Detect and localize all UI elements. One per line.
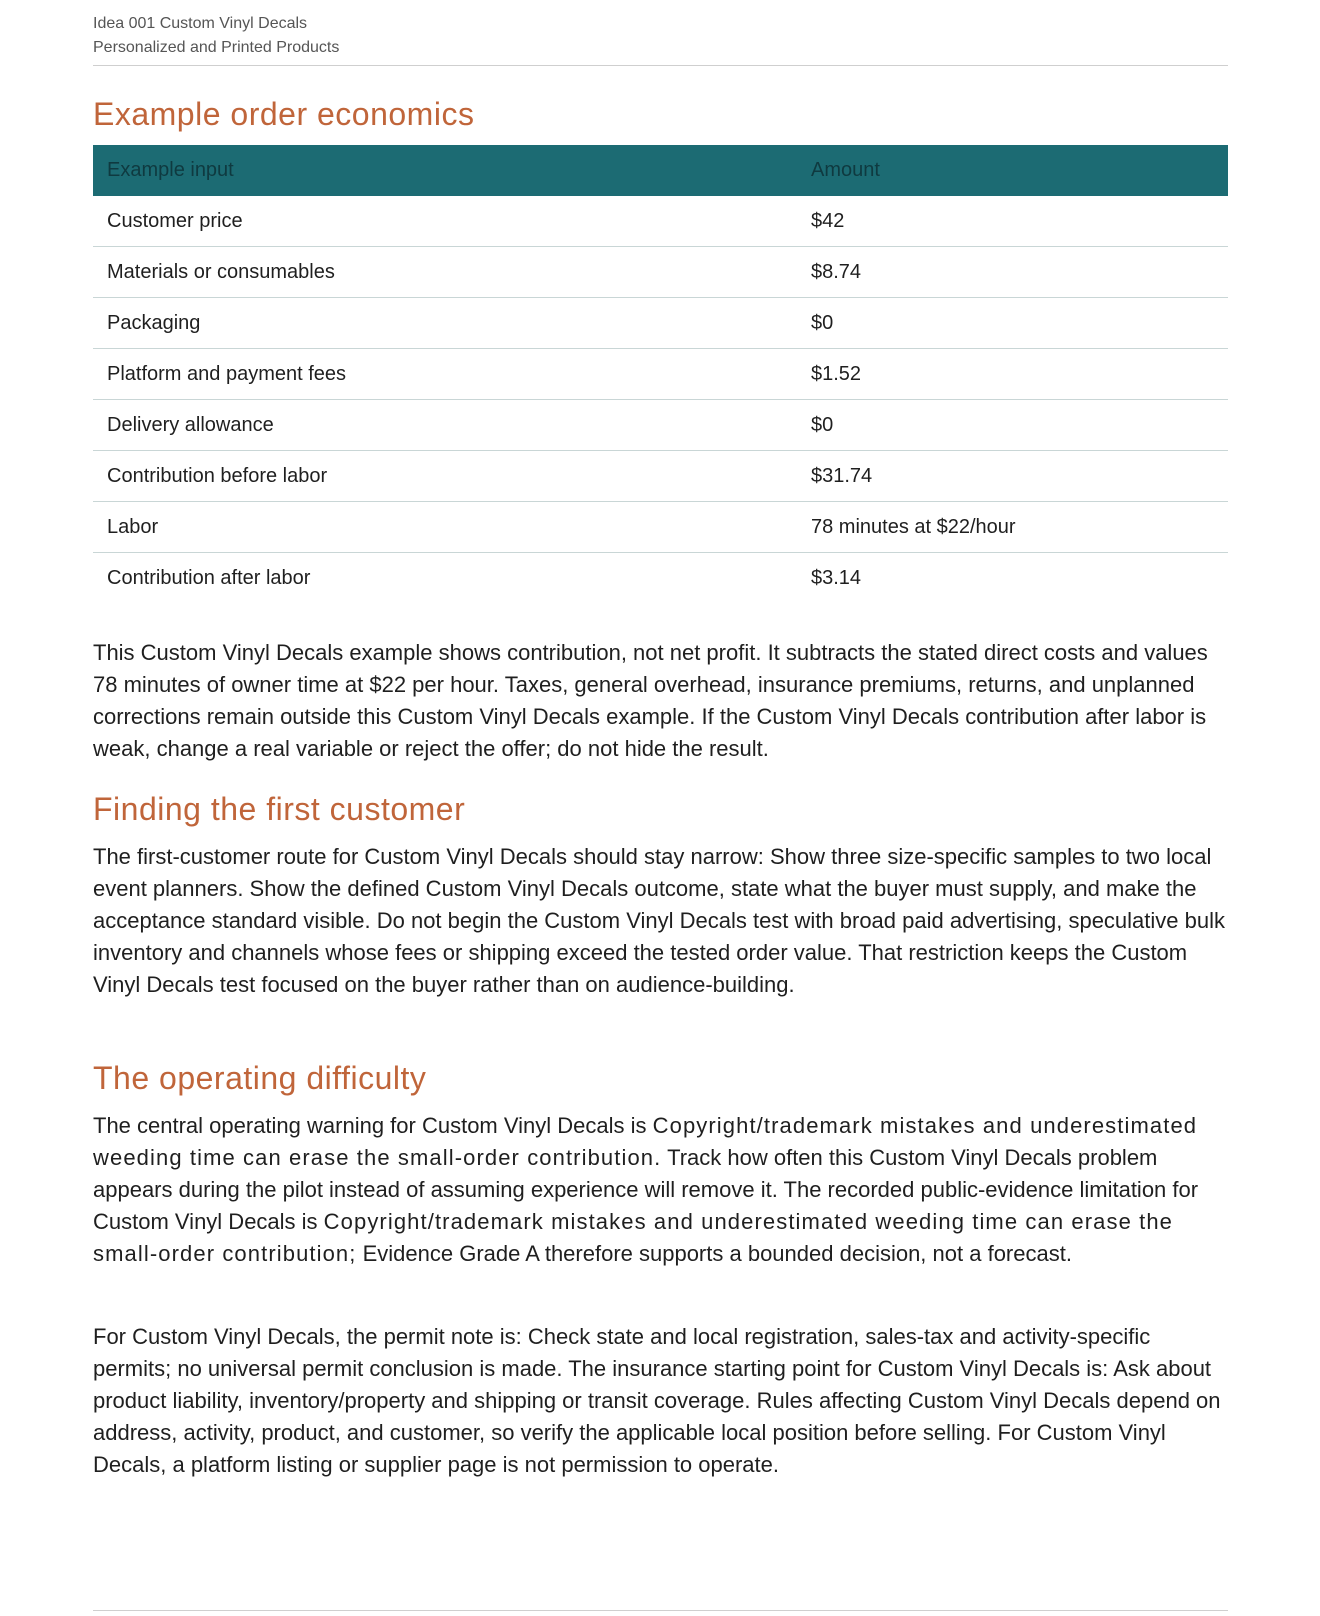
- table-row: [93, 349, 1228, 400]
- row-label: Contribution before labor: [93, 451, 797, 502]
- column-header-amount: Amount: [797, 145, 1228, 196]
- row-amount: 78 minutes at $22/hour: [797, 502, 1228, 553]
- table-row: [93, 502, 1228, 553]
- row-label: Platform and payment fees: [93, 349, 797, 400]
- header-divider: [93, 65, 1228, 66]
- table-row: [93, 400, 1228, 451]
- running-header-title: Idea 001 Custom Vinyl Decals: [93, 15, 308, 32]
- operating-text: Evidence Grade A therefore supports a bounded decision, not a forecast.: [356, 1241, 1072, 1266]
- row-amount: $0: [797, 400, 1228, 451]
- evidence-limitation-quote: Copyright/trademark mistakes and underestimated weeding time can erase the small-order contribution;: [93, 1209, 1174, 1266]
- row-label: Packaging: [93, 298, 797, 349]
- section-heading-first-customer: Finding the first customer: [93, 791, 466, 827]
- column-header-input: Example input: [93, 145, 797, 196]
- operating-paragraph: [93, 1110, 1228, 1270]
- document-page: [93, 0, 1228, 1477]
- table-row: [93, 196, 1228, 247]
- table-row: [93, 553, 1228, 604]
- row-label: Labor: [93, 502, 797, 553]
- operating-text: Track how often this Custom Vinyl Decals problem appears during the pilot instead of assuming experience will remove it. The recorded public-evidence limitation for Custom Vinyl Decals is: [93, 1145, 1199, 1234]
- table-row: [93, 451, 1228, 502]
- operating-warning-quote: Copyright/trademark mistakes and underestimated weeding time can erase the small-order contribution.: [93, 1113, 1198, 1170]
- footer-divider: [93, 1610, 1228, 1611]
- row-amount: $42: [797, 196, 1228, 247]
- row-amount: $1.52: [797, 349, 1228, 400]
- table-header-row: [93, 145, 1228, 196]
- row-label: Delivery allowance: [93, 400, 797, 451]
- running-header-subtitle: Personalized and Printed Products: [93, 39, 340, 56]
- permit-paragraph: For Custom Vinyl Decals, the permit note is: Check state and local registration, sales-tax and activity-specific permits; no universal permit conclusion is made. The insurance starting point for Custom Vinyl Decals is: Ask about product liability, inventory/property and shipping or transit coverage. Rules affecting Custom Vinyl Decals depend on address, activity, product, and customer, so verify the applicable local position before selling. For Custom Vinyl Decals, a platform listing or supplier page is not permission to operate.: [93, 1324, 1221, 1477]
- table-row: [93, 298, 1228, 349]
- section-heading-operating-difficulty: The operating difficulty: [93, 1060, 427, 1096]
- row-amount: $31.74: [797, 451, 1228, 502]
- row-label: Customer price: [93, 196, 797, 247]
- row-label: Contribution after labor: [107, 566, 311, 589]
- row-amount: $0: [797, 298, 1228, 349]
- row-label: Materials or consumables: [93, 247, 797, 298]
- row-amount: $8.74: [797, 247, 1228, 298]
- section-heading-economics: Example order economics: [93, 96, 475, 132]
- row-amount: $3.14: [811, 566, 862, 589]
- economics-table: [93, 145, 1228, 603]
- operating-text: The central operating warning for Custom Vinyl Decals is: [93, 1113, 653, 1138]
- first-customer-paragraph: The first-customer route for Custom Vinyl Decals should stay narrow: Show three size-specific samples to two local event planners. Show the defined Custom Vinyl Decals outcome, state what the buyer must supply, and make the acceptance standard visible. Do not begin the Custom Vinyl Decals test with broad paid advertising, speculative bulk inventory and channels whose fees or shipping exceed the tested order value. That restriction keeps the Custom Vinyl Decals test focused on the buyer rather than on audience-building.: [93, 844, 1226, 997]
- table-row: [93, 247, 1228, 298]
- running-header: [93, 0, 1228, 60]
- economics-paragraph: This Custom Vinyl Decals example shows contribution, not net profit. It subtracts the stated direct costs and values 78 minutes of owner time at $22 per hour. Taxes, general overhead, insurance premiums, returns, and unplanned corrections remain outside this Custom Vinyl Decals example. If the Custom Vinyl Decals contribution after labor is weak, change a real variable or reject the offer; do not hide the result.: [93, 640, 1208, 761]
